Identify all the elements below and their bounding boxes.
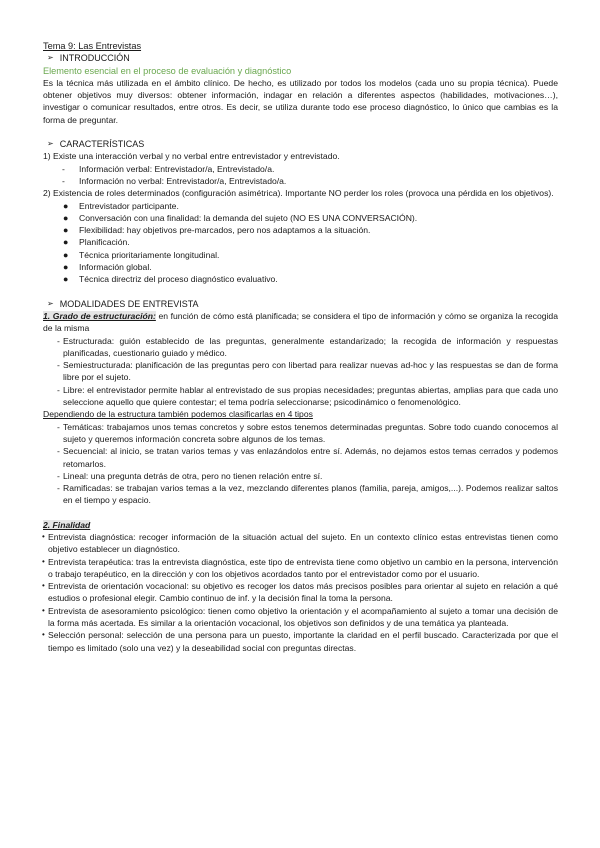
intro-heading-text: INTRODUCCIÓN	[59, 53, 130, 64]
dot-marker: ●	[63, 200, 69, 211]
list-item: ● Técnica prioritariamente longitudinal.	[63, 249, 220, 260]
point-2-list	[43, 200, 558, 286]
arrow-bullet-icon: ➢	[47, 53, 54, 63]
dash-marker: -	[62, 163, 65, 174]
dot-marker: •	[42, 556, 45, 566]
estructura-heading: Dependiendo de la estructura también podemos clasificarlas en 4 tipos	[43, 409, 313, 420]
list-item: ● Técnica directriz del proceso diagnóstico evaluativo.	[63, 274, 278, 285]
list-item: - Estructurada: guión establecido de las preguntas, generalmente estandarizado; la recogida de información y respuestas planificadas, cuestionario guiado y médico.	[57, 335, 558, 358]
finalidad-label: 2. Finalidad	[43, 519, 91, 530]
intro-heading	[47, 52, 558, 64]
list-item: ● Planificación.	[63, 237, 130, 248]
finalidad-list	[43, 531, 558, 654]
dash-marker: -	[57, 446, 60, 457]
dot-marker: •	[42, 531, 45, 541]
dot-marker: •	[42, 605, 45, 615]
dash-marker: -	[57, 470, 60, 481]
intro-subtitle: Elemento esencial en el proceso de evaluación y diagnóstico	[43, 65, 292, 76]
arrow-bullet-icon: ➢	[47, 298, 54, 308]
list-item: ● Información global.	[63, 262, 152, 273]
finalidad-heading	[43, 519, 558, 531]
list-item: - Semiestructurada: planificación de las preguntas pero con libertad para realizar nuevas ad-hoc y las respuestas se dan de forma libre por el sujeto.	[57, 360, 558, 383]
list-item: ● Flexibilidad: hay objetivos pre-marcados, pero nos adaptamos a la situación.	[63, 225, 371, 236]
dot-marker: •	[42, 581, 45, 591]
grado-paragraph	[43, 310, 558, 335]
list-item: - Ramificadas: se trabajan varios temas a la vez, mezclando diferentes planos (familia, pareja, amigos,...). Podemos realizar saltos en el tiempo y espacio.	[57, 483, 558, 506]
dash-marker: -	[62, 175, 65, 186]
dot-marker: ●	[63, 274, 69, 285]
dot-marker: ●	[63, 225, 69, 236]
list-item: ● Conversación con una finalidad: la demanda del sujeto (NO ES UNA CONVERSACIÓN).	[63, 212, 418, 223]
caracteristicas-point-2: 2) Existencia de roles determinados (configuración asimétrica). Importante NO perder los roles (provoca una pérdida en los objetivos).	[43, 188, 554, 199]
list-item: • Entrevista de orientación vocacional: su objetivo es recoger los datos más precisos posibles para orientar al sujeto en relación a qué estudios o profesional elegir. Cambio continuo de inf. y la decisión final la toma la persona.	[42, 581, 558, 604]
dot-marker: •	[42, 630, 45, 640]
list-item: - Información no verbal: Entrevistador/a, Entrevistado/a.	[62, 175, 287, 186]
dash-marker: -	[57, 384, 60, 395]
list-item: • Entrevista diagnóstica: recoger información de la situación actual del sujeto. En un contexto clínico estas entrevistas tienen como objetivo establecer un diagnóstico.	[42, 531, 558, 555]
caracteristicas-heading	[47, 138, 558, 150]
list-item: - Información verbal: Entrevistador/a, Entrevistado/a.	[62, 163, 275, 174]
arrow-bullet-icon: ➢	[47, 139, 54, 149]
grado-text: en función de cómo está planificada; se considera el tipo de información y cómo se organiza la recogida de la misma	[43, 310, 558, 334]
list-item: ● Entrevistador participante.	[63, 200, 179, 211]
dot-marker: ●	[63, 212, 69, 223]
intro-paragraph: Es la técnica más utilizada en el ámbito clínico. De hecho, es utilizado por todos los modelos (cada uno su propia técnica). Puede obtener objetivos muy diversos: obtener información, indagar en relación a diferentes aspectos (habilidades, motivaciones…), investigar o comunicar resultados, entre otros. Es decir, se utiliza durante todo ese proceso diagnóstico, lo único que cambias es la forma de preguntar.	[43, 77, 558, 125]
grado-list	[43, 335, 558, 409]
caracteristicas-heading-text: CARACTERÍSTICAS	[59, 139, 145, 150]
modalidades-heading-text: MODALIDADES DE ENTREVISTA	[59, 298, 199, 309]
list-item: - Secuencial: al inicio, se tratan varios temas y vas enlazándolos entre sí. Además, no dejamos estos temas cerrados y podemos retomarlos.	[57, 446, 558, 469]
dash-marker: -	[57, 335, 60, 346]
grado-label: 1. Grado de estructuración:	[43, 310, 156, 321]
list-item: • Entrevista terapéutica: tras la entrevista diagnóstica, este tipo de entrevista tiene como objetivo un cambio en la persona, intervención o trabajo terapéutico, en la dirección y con los objetivos acordados tanto por el entrevistador como por el usuario.	[42, 556, 558, 579]
list-item: • Entrevista de asesoramiento psicológico: tienen como objetivo la orientación y el acompañamiento al sujeto a tomar una decisión de la forma más acertada. Es similar a la orientación vocacional, los objetivos son definidos y de una temática ya planteada.	[42, 605, 558, 629]
point-1-list	[43, 163, 558, 188]
document-page	[43, 40, 558, 654]
estructura-list	[43, 421, 558, 507]
list-item: - Libre: el entrevistador permite hablar al entrevistado de sus propias necesidades; preguntas abiertas, amplias para que cada uno seleccione aquello que quiere contestar; el tema podría seleccionarse; psicodinámico o fenomenológico.	[57, 384, 558, 408]
modalidades-heading	[47, 298, 558, 310]
list-item: - Temáticas: trabajamos unos temas concretos y sobre estos tenemos determinadas preguntas. Sobre todo cuando conocemos al sujeto y queremos información concreta sobre algunos de los temas.	[57, 421, 558, 444]
dash-marker: -	[57, 360, 60, 371]
dot-marker: ●	[63, 262, 69, 273]
list-item: - Lineal: una pregunta detrás de otra, pero no tienen relación entre sí.	[57, 470, 323, 481]
document-title: Tema 9: Las Entrevistas	[43, 41, 142, 51]
caracteristicas-point-1: 1) Existe una interacción verbal y no verbal entre entrevistador y entrevistado.	[43, 151, 340, 162]
dash-marker: -	[57, 483, 60, 494]
dot-marker: ●	[63, 237, 69, 248]
list-item: • Selección personal: selección de una persona para un puesto, importante la claridad en el perfil buscado. Caracterizada por que el tiempo es limitado (solo una vez) y la deseabilidad social con preguntas directas.	[42, 630, 558, 653]
dot-marker: ●	[63, 249, 69, 260]
dash-marker: -	[57, 421, 60, 432]
